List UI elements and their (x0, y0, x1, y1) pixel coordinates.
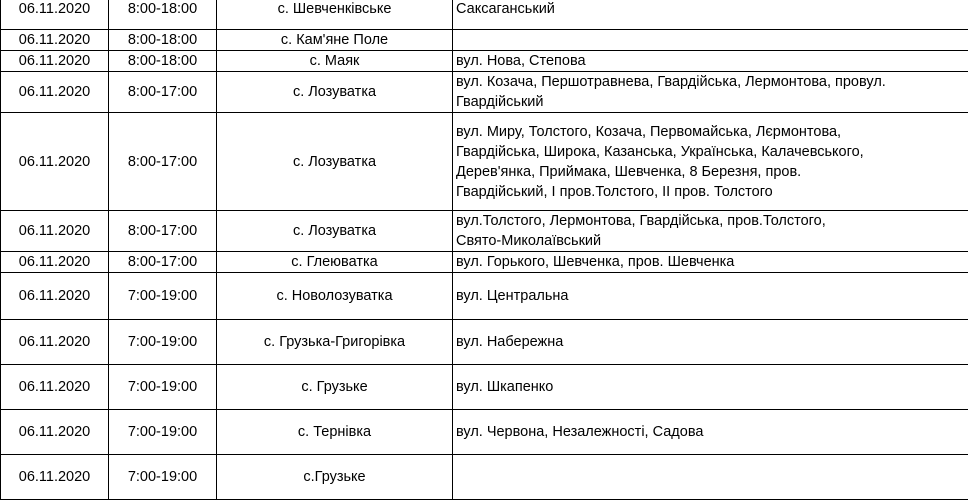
time-cell: 7:00-19:00 (109, 455, 217, 500)
streets-cell (453, 273, 968, 320)
streets-line: вул. Нова, Степова (456, 53, 586, 69)
streets-cell (453, 252, 968, 273)
streets-line: Гвардійський (456, 94, 544, 110)
streets-line: Саксаганський (456, 1, 555, 17)
time-cell: 8:00-17:00 (109, 113, 217, 211)
streets-line: вул. Червона, Незалежності, Садова (456, 424, 704, 440)
date-cell: 06.11.2020 (1, 30, 109, 51)
streets-cell (453, 72, 968, 113)
date-cell: 06.11.2020 (1, 320, 109, 365)
streets-cell (453, 410, 968, 455)
table-row (1, 211, 968, 252)
village-cell: с. Кам'яне Поле (217, 30, 453, 51)
streets-line: Дерев'янка, Приймака, Шевченка, 8 Березня, пров. (456, 163, 802, 180)
date-cell: 06.11.2020 (1, 0, 109, 30)
table-row (1, 113, 968, 211)
time-cell: 8:00-18:00 (109, 30, 217, 51)
village-cell: с. Тернівка (217, 410, 453, 455)
streets-line: вул.Толстого, Лермонтова, Гвардійська, пров.Толстого, (456, 213, 826, 229)
streets-line: вул. Козача, Першотравнева, Гвардійська, Лермонтова, провул. (456, 74, 886, 90)
streets-cell (453, 455, 968, 500)
streets-cell (453, 30, 968, 51)
streets-line: вул. Центральна (456, 288, 569, 304)
village-cell: с. Лозуватка (217, 211, 453, 252)
time-cell: 7:00-19:00 (109, 365, 217, 410)
table-row (1, 51, 968, 72)
table-row (1, 320, 968, 365)
time-cell: 7:00-19:00 (109, 320, 217, 365)
time-cell: 7:00-19:00 (109, 410, 217, 455)
village-cell: с. Лозуватка (217, 72, 453, 113)
streets-line: Свято-Миколаївський (456, 233, 602, 249)
date-cell: 06.11.2020 (1, 211, 109, 252)
time-cell: 7:00-19:00 (109, 273, 217, 320)
village-cell: с.Грузьке (217, 455, 453, 500)
date-cell: 06.11.2020 (1, 455, 109, 500)
streets-line: вул. Шкапенко (456, 379, 554, 395)
table-row (1, 455, 968, 500)
time-cell: 8:00-17:00 (109, 252, 217, 273)
streets-line: вул. Набережна (456, 334, 564, 350)
date-cell: 06.11.2020 (1, 252, 109, 273)
table-row (1, 365, 968, 410)
village-cell: с. Шевченківське (217, 0, 453, 30)
table-row (1, 72, 968, 113)
time-cell: 8:00-17:00 (109, 211, 217, 252)
village-cell: с. Глеюватка (217, 252, 453, 273)
village-cell: с. Лозуватка (217, 113, 453, 211)
village-cell: с. Новолозуватка (217, 273, 453, 320)
table-row (1, 273, 968, 320)
village-cell: с. Маяк (217, 51, 453, 72)
streets-line: вул. Горького, Шевченка, пров. Шевченка (456, 254, 735, 270)
streets-cell (453, 211, 968, 252)
date-cell: 06.11.2020 (1, 113, 109, 211)
village-cell: с. Грузьке (217, 365, 453, 410)
date-cell: 06.11.2020 (1, 410, 109, 455)
streets-cell (453, 365, 968, 410)
time-cell: 8:00-17:00 (109, 72, 217, 113)
streets-line: Гвардійська, Широка, Казанська, Українська, Калачевського, (456, 143, 864, 160)
date-cell: 06.11.2020 (1, 365, 109, 410)
table-row (1, 252, 968, 273)
time-cell: 8:00-18:00 (109, 0, 217, 30)
streets-cell (453, 320, 968, 365)
streets-line: Гвардійський, І пров.Толстого, ІІ пров. Толстого (456, 183, 773, 200)
table-row (1, 30, 968, 51)
date-cell: 06.11.2020 (1, 51, 109, 72)
table-body (1, 0, 968, 500)
table-row (1, 0, 968, 30)
streets-cell (453, 51, 968, 72)
village-cell: с. Грузька-Григорівка (217, 320, 453, 365)
date-cell: 06.11.2020 (1, 273, 109, 320)
streets-cell (453, 113, 968, 211)
table-row (1, 410, 968, 455)
time-cell: 8:00-18:00 (109, 51, 217, 72)
streets-line: вул. Миру, Толстого, Козача, Первомайська, Лєрмонтова, (456, 123, 842, 140)
date-cell: 06.11.2020 (1, 72, 109, 113)
streets-cell (453, 0, 968, 30)
